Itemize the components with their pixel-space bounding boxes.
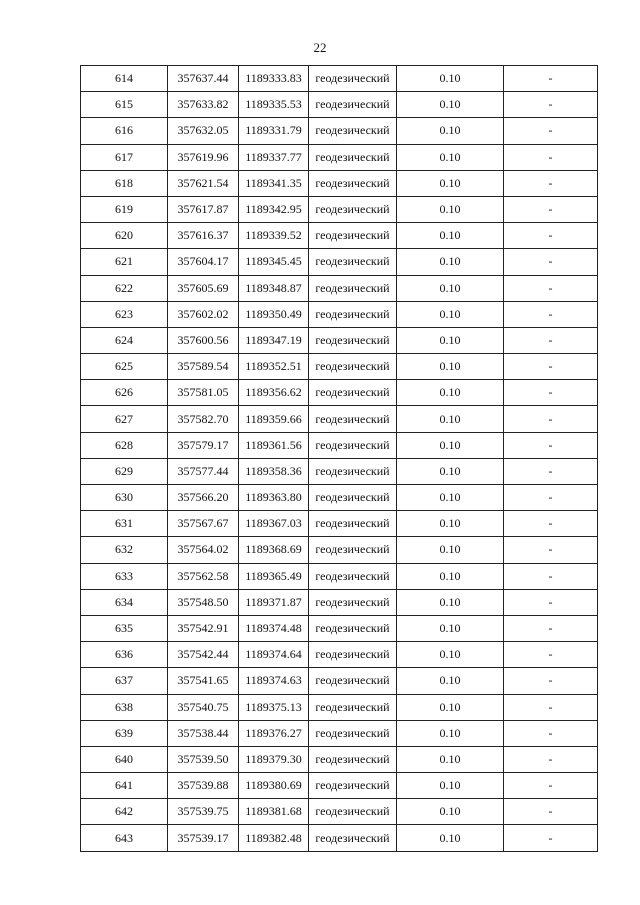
table-row	[81, 694, 598, 720]
point-number-cell: 615	[81, 92, 168, 118]
accuracy-cell: 0.10	[397, 354, 504, 380]
method-cell: геодезический	[309, 485, 397, 511]
point-number-cell: 639	[81, 720, 168, 746]
y-coordinate-cell: 1189374.63	[239, 668, 309, 694]
table-row	[81, 432, 598, 458]
point-number-cell: 636	[81, 642, 168, 668]
method-cell: геодезический	[309, 223, 397, 249]
description-cell: -	[504, 249, 598, 275]
accuracy-cell: 0.10	[397, 746, 504, 772]
description-cell: -	[504, 458, 598, 484]
accuracy-cell: 0.10	[397, 432, 504, 458]
accuracy-cell: 0.10	[397, 537, 504, 563]
table-row	[81, 354, 598, 380]
accuracy-cell: 0.10	[397, 380, 504, 406]
table-row	[81, 668, 598, 694]
method-cell: геодезический	[309, 327, 397, 353]
accuracy-cell: 0.10	[397, 642, 504, 668]
accuracy-cell: 0.10	[397, 196, 504, 222]
point-number-cell: 632	[81, 537, 168, 563]
x-coordinate-cell: 357567.67	[168, 511, 239, 537]
y-coordinate-cell: 1189363.80	[239, 485, 309, 511]
method-cell: геодезический	[309, 354, 397, 380]
description-cell: -	[504, 432, 598, 458]
table-row	[81, 66, 598, 92]
y-coordinate-cell: 1189365.49	[239, 563, 309, 589]
x-coordinate-cell: 357621.54	[168, 170, 239, 196]
description-cell: -	[504, 537, 598, 563]
description-cell: -	[504, 694, 598, 720]
accuracy-cell: 0.10	[397, 563, 504, 589]
table-row	[81, 170, 598, 196]
accuracy-cell: 0.10	[397, 170, 504, 196]
y-coordinate-cell: 1189374.64	[239, 642, 309, 668]
y-coordinate-cell: 1189371.87	[239, 589, 309, 615]
y-coordinate-cell: 1189342.95	[239, 196, 309, 222]
coordinates-table-body	[81, 66, 598, 852]
description-cell: -	[504, 642, 598, 668]
accuracy-cell: 0.10	[397, 223, 504, 249]
table-row	[81, 380, 598, 406]
table-row	[81, 275, 598, 301]
table-row	[81, 144, 598, 170]
x-coordinate-cell: 357617.87	[168, 196, 239, 222]
x-coordinate-cell: 357600.56	[168, 327, 239, 353]
description-cell: -	[504, 720, 598, 746]
table-row	[81, 327, 598, 353]
point-number-cell: 626	[81, 380, 168, 406]
x-coordinate-cell: 357539.88	[168, 773, 239, 799]
point-number-cell: 641	[81, 773, 168, 799]
description-cell: -	[504, 485, 598, 511]
y-coordinate-cell: 1189331.79	[239, 118, 309, 144]
description-cell: -	[504, 380, 598, 406]
description-cell: -	[504, 563, 598, 589]
x-coordinate-cell: 357619.96	[168, 144, 239, 170]
point-number-cell: 635	[81, 615, 168, 641]
point-number-cell: 618	[81, 170, 168, 196]
y-coordinate-cell: 1189347.19	[239, 327, 309, 353]
x-coordinate-cell: 357577.44	[168, 458, 239, 484]
description-cell: -	[504, 825, 598, 851]
table-row	[81, 249, 598, 275]
x-coordinate-cell: 357542.91	[168, 615, 239, 641]
table-row	[81, 537, 598, 563]
y-coordinate-cell: 1189380.69	[239, 773, 309, 799]
description-cell: -	[504, 406, 598, 432]
table-row	[81, 773, 598, 799]
description-cell: -	[504, 511, 598, 537]
y-coordinate-cell: 1189382.48	[239, 825, 309, 851]
accuracy-cell: 0.10	[397, 615, 504, 641]
table-row	[81, 799, 598, 825]
y-coordinate-cell: 1189352.51	[239, 354, 309, 380]
y-coordinate-cell: 1189337.77	[239, 144, 309, 170]
description-cell: -	[504, 668, 598, 694]
method-cell: геодезический	[309, 642, 397, 668]
description-cell: -	[504, 354, 598, 380]
table-row	[81, 406, 598, 432]
x-coordinate-cell: 357589.54	[168, 354, 239, 380]
x-coordinate-cell: 357579.17	[168, 432, 239, 458]
y-coordinate-cell: 1189359.66	[239, 406, 309, 432]
description-cell: -	[504, 301, 598, 327]
accuracy-cell: 0.10	[397, 118, 504, 144]
method-cell: геодезический	[309, 92, 397, 118]
y-coordinate-cell: 1189374.48	[239, 615, 309, 641]
description-cell: -	[504, 799, 598, 825]
table-row	[81, 720, 598, 746]
x-coordinate-cell: 357538.44	[168, 720, 239, 746]
y-coordinate-cell: 1189356.62	[239, 380, 309, 406]
x-coordinate-cell: 357582.70	[168, 406, 239, 432]
description-cell: -	[504, 223, 598, 249]
y-coordinate-cell: 1189335.53	[239, 92, 309, 118]
accuracy-cell: 0.10	[397, 799, 504, 825]
method-cell: геодезический	[309, 458, 397, 484]
description-cell: -	[504, 615, 598, 641]
table-row	[81, 589, 598, 615]
point-number-cell: 629	[81, 458, 168, 484]
point-number-cell: 633	[81, 563, 168, 589]
table-row	[81, 746, 598, 772]
table-row	[81, 196, 598, 222]
table-row	[81, 223, 598, 249]
x-coordinate-cell: 357632.05	[168, 118, 239, 144]
description-cell: -	[504, 144, 598, 170]
accuracy-cell: 0.10	[397, 92, 504, 118]
accuracy-cell: 0.10	[397, 720, 504, 746]
description-cell: -	[504, 746, 598, 772]
description-cell: -	[504, 196, 598, 222]
method-cell: геодезический	[309, 799, 397, 825]
point-number-cell: 620	[81, 223, 168, 249]
accuracy-cell: 0.10	[397, 275, 504, 301]
accuracy-cell: 0.10	[397, 773, 504, 799]
accuracy-cell: 0.10	[397, 589, 504, 615]
table-row	[81, 118, 598, 144]
description-cell: -	[504, 327, 598, 353]
method-cell: геодезический	[309, 144, 397, 170]
x-coordinate-cell: 357605.69	[168, 275, 239, 301]
accuracy-cell: 0.10	[397, 694, 504, 720]
method-cell: геодезический	[309, 275, 397, 301]
table-row	[81, 92, 598, 118]
method-cell: геодезический	[309, 301, 397, 327]
table-row	[81, 511, 598, 537]
y-coordinate-cell: 1189333.83	[239, 66, 309, 92]
method-cell: геодезический	[309, 773, 397, 799]
description-cell: -	[504, 275, 598, 301]
method-cell: геодезический	[309, 511, 397, 537]
y-coordinate-cell: 1189367.03	[239, 511, 309, 537]
method-cell: геодезический	[309, 746, 397, 772]
x-coordinate-cell: 357541.65	[168, 668, 239, 694]
description-cell: -	[504, 118, 598, 144]
y-coordinate-cell: 1189376.27	[239, 720, 309, 746]
table-row	[81, 485, 598, 511]
point-number-cell: 642	[81, 799, 168, 825]
point-number-cell: 621	[81, 249, 168, 275]
point-number-cell: 637	[81, 668, 168, 694]
method-cell: геодезический	[309, 406, 397, 432]
x-coordinate-cell: 357539.17	[168, 825, 239, 851]
method-cell: геодезический	[309, 249, 397, 275]
x-coordinate-cell: 357566.20	[168, 485, 239, 511]
method-cell: геодезический	[309, 66, 397, 92]
x-coordinate-cell: 357616.37	[168, 223, 239, 249]
point-number-cell: 628	[81, 432, 168, 458]
accuracy-cell: 0.10	[397, 406, 504, 432]
point-number-cell: 624	[81, 327, 168, 353]
accuracy-cell: 0.10	[397, 66, 504, 92]
point-number-cell: 619	[81, 196, 168, 222]
accuracy-cell: 0.10	[397, 511, 504, 537]
method-cell: геодезический	[309, 589, 397, 615]
y-coordinate-cell: 1189381.68	[239, 799, 309, 825]
table-row	[81, 825, 598, 851]
point-number-cell: 616	[81, 118, 168, 144]
x-coordinate-cell: 357539.75	[168, 799, 239, 825]
description-cell: -	[504, 66, 598, 92]
point-number-cell: 638	[81, 694, 168, 720]
x-coordinate-cell: 357564.02	[168, 537, 239, 563]
x-coordinate-cell: 357542.44	[168, 642, 239, 668]
table-row	[81, 301, 598, 327]
x-coordinate-cell: 357637.44	[168, 66, 239, 92]
x-coordinate-cell: 357539.50	[168, 746, 239, 772]
point-number-cell: 643	[81, 825, 168, 851]
point-number-cell: 631	[81, 511, 168, 537]
description-cell: -	[504, 92, 598, 118]
y-coordinate-cell: 1189379.30	[239, 746, 309, 772]
y-coordinate-cell: 1189348.87	[239, 275, 309, 301]
table-row	[81, 563, 598, 589]
coordinates-table	[80, 65, 598, 852]
accuracy-cell: 0.10	[397, 144, 504, 170]
x-coordinate-cell: 357581.05	[168, 380, 239, 406]
y-coordinate-cell: 1189341.35	[239, 170, 309, 196]
method-cell: геодезический	[309, 196, 397, 222]
description-cell: -	[504, 589, 598, 615]
description-cell: -	[504, 170, 598, 196]
y-coordinate-cell: 1189368.69	[239, 537, 309, 563]
x-coordinate-cell: 357562.58	[168, 563, 239, 589]
method-cell: геодезический	[309, 170, 397, 196]
point-number-cell: 614	[81, 66, 168, 92]
page-number: 22	[313, 40, 327, 55]
method-cell: геодезический	[309, 563, 397, 589]
method-cell: геодезический	[309, 825, 397, 851]
method-cell: геодезический	[309, 668, 397, 694]
method-cell: геодезический	[309, 615, 397, 641]
accuracy-cell: 0.10	[397, 458, 504, 484]
accuracy-cell: 0.10	[397, 825, 504, 851]
x-coordinate-cell: 357540.75	[168, 694, 239, 720]
point-number-cell: 622	[81, 275, 168, 301]
method-cell: геодезический	[309, 537, 397, 563]
y-coordinate-cell: 1189345.45	[239, 249, 309, 275]
accuracy-cell: 0.10	[397, 668, 504, 694]
y-coordinate-cell: 1189339.52	[239, 223, 309, 249]
accuracy-cell: 0.10	[397, 249, 504, 275]
point-number-cell: 627	[81, 406, 168, 432]
y-coordinate-cell: 1189350.49	[239, 301, 309, 327]
table-row	[81, 615, 598, 641]
point-number-cell: 634	[81, 589, 168, 615]
point-number-cell: 630	[81, 485, 168, 511]
table-row	[81, 642, 598, 668]
method-cell: геодезический	[309, 694, 397, 720]
method-cell: геодезический	[309, 380, 397, 406]
y-coordinate-cell: 1189361.56	[239, 432, 309, 458]
x-coordinate-cell: 357633.82	[168, 92, 239, 118]
accuracy-cell: 0.10	[397, 301, 504, 327]
method-cell: геодезический	[309, 432, 397, 458]
point-number-cell: 640	[81, 746, 168, 772]
method-cell: геодезический	[309, 118, 397, 144]
x-coordinate-cell: 357548.50	[168, 589, 239, 615]
x-coordinate-cell: 357604.17	[168, 249, 239, 275]
point-number-cell: 625	[81, 354, 168, 380]
accuracy-cell: 0.10	[397, 485, 504, 511]
description-cell: -	[504, 773, 598, 799]
method-cell: геодезический	[309, 720, 397, 746]
point-number-cell: 617	[81, 144, 168, 170]
x-coordinate-cell: 357602.02	[168, 301, 239, 327]
y-coordinate-cell: 1189375.13	[239, 694, 309, 720]
y-coordinate-cell: 1189358.36	[239, 458, 309, 484]
accuracy-cell: 0.10	[397, 327, 504, 353]
point-number-cell: 623	[81, 301, 168, 327]
table-row	[81, 458, 598, 484]
